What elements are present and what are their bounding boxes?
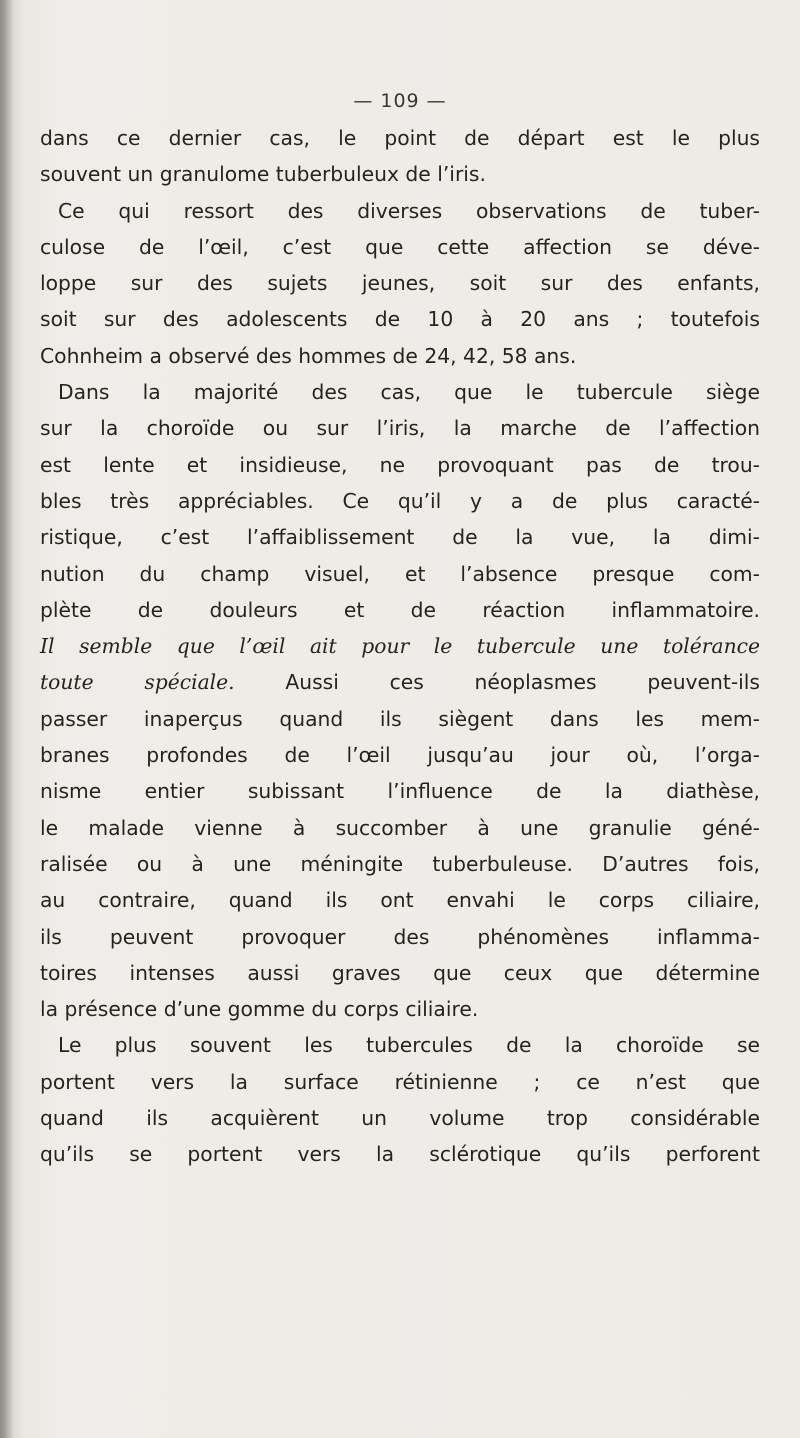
text-line: quand ils acquièrent un volume trop considérable <box>40 1106 760 1131</box>
text-line: qu’ils se portent vers la sclérotique qu’ils perforent <box>40 1142 760 1167</box>
text-line: soit sur des adolescents de 10 à 20 ans ; toutefois <box>40 307 760 332</box>
text-line: branes profondes de l’œil jusqu’au jour où, l’orga- <box>40 743 760 768</box>
page-number: — 109 — <box>353 90 447 112</box>
text-line: nisme entier subissant l’influence de la diathèse, <box>40 779 760 804</box>
text-line: Ce qui ressort des diverses observations de tuber- <box>58 198 760 223</box>
text-run: Aussi ces néoplasmes peuvent-ils <box>234 670 760 695</box>
text-line: plète de douleurs et de réaction inflammatoire. <box>40 597 760 622</box>
text-line: loppe sur des sujets jeunes, soit sur des enfants, <box>40 271 760 296</box>
text-line: toires intenses aussi graves que ceux que détermine <box>40 960 760 985</box>
text-line: nution du champ visuel, et l’absence presque com- <box>40 561 760 586</box>
text-line: culose de l’œil, c’est que cette affection se déve- <box>40 234 760 259</box>
text-line: Le plus souvent les tubercules de la choroïde se <box>58 1033 760 1058</box>
text-line: au contraire, quand ils ont envahi le corps ciliaire, <box>40 888 760 913</box>
text-line: portent vers la surface rétinienne ; ce n’est que <box>40 1069 760 1094</box>
text-line: le malade vienne à succomber à une granulie géné- <box>40 815 760 840</box>
text-line: est lente et insidieuse, ne provoquant pas de trou- <box>40 452 760 477</box>
text-line: bles très appréciables. Ce qu’il y a de plus caracté- <box>40 488 760 513</box>
text-line: Il semble que l’œil ait pour le tubercule une tolérance <box>40 634 760 659</box>
text-line <box>40 664 760 700</box>
text-line: la présence d’une gomme du corps ciliaire. <box>40 997 479 1022</box>
text-line: ralisée ou à une méningite tuberbuleuse. D’autres fois, <box>40 851 760 876</box>
text-line: ils peuvent provoquer des phénomènes inflamma- <box>40 924 760 949</box>
text-line: dans ce dernier cas, le point de départ est le plus <box>40 126 760 150</box>
text-line: Cohnheim a observé des hommes de 24, 42, 58 ans. <box>40 343 577 368</box>
body-text <box>40 120 760 1173</box>
text-line: sur la choroïde ou sur l’iris, la marche de l’affection <box>40 416 760 441</box>
text-line: Dans la majorité des cas, que le tubercule siège <box>58 380 760 405</box>
binding-shadow <box>0 0 14 1438</box>
text-line: ristique, c’est l’affaiblissement de la vue, la dimi- <box>40 525 760 550</box>
italic-phrase: toute spéciale. <box>40 670 235 695</box>
text-line: passer inaperçus quand ils siègent dans les mem- <box>40 706 760 731</box>
text-line: souvent un granulome tuberbuleux de l’iris. <box>40 162 486 187</box>
